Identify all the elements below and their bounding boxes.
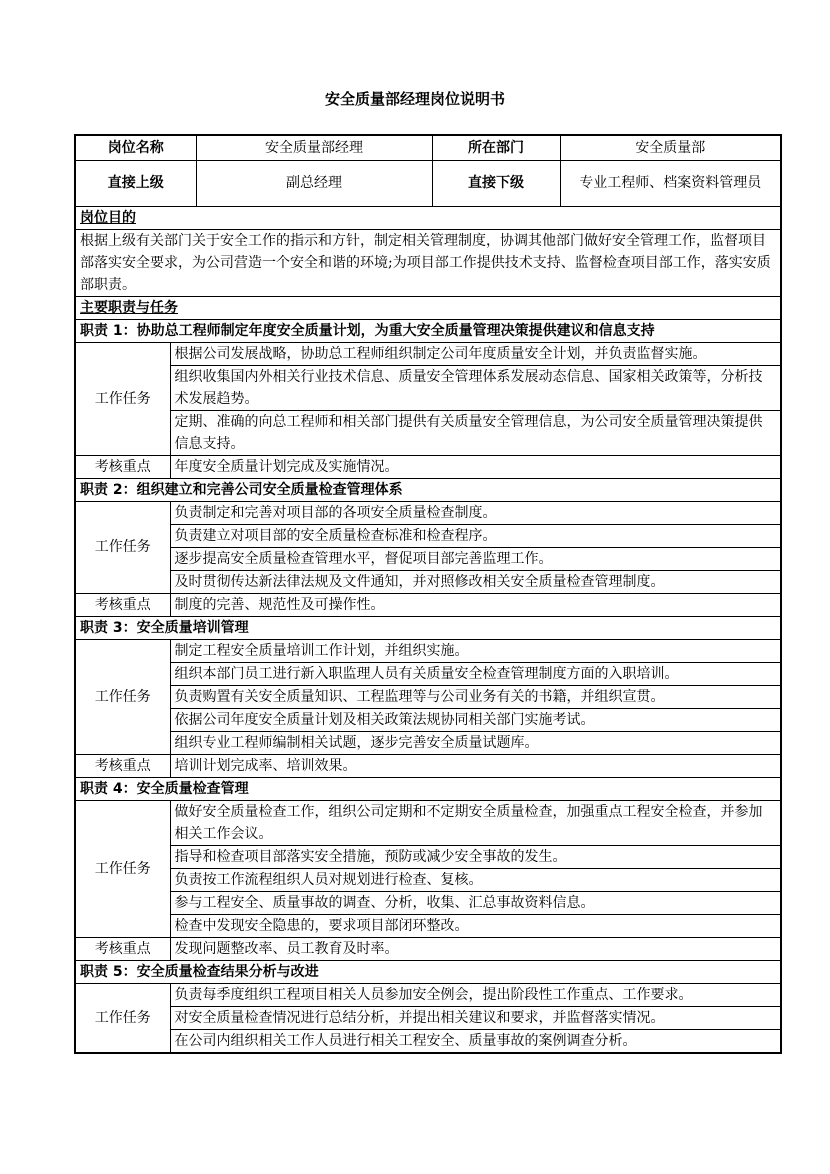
task-item: 根据公司发展战略，协助总工程师组织制定公司年度质量安全计划，并负责监督实施。 <box>170 342 781 365</box>
task-row <box>75 731 781 754</box>
focus-value: 年度安全质量计划完成及实施情况。 <box>170 455 781 478</box>
duty-title: 职责 4：安全质量检查管理 <box>75 777 781 800</box>
task-row <box>75 868 781 891</box>
subordinate-label: 直接下级 <box>432 160 560 206</box>
task-label: 工作任务 <box>75 501 170 593</box>
superior-value: 副总经理 <box>196 160 432 206</box>
task-row <box>75 685 781 708</box>
duty-title: 职责 3：安全质量培训管理 <box>75 616 781 639</box>
purpose-text-row <box>75 229 781 296</box>
task-item: 负责购置有关安全质量知识、工程监理等与公司业务有关的书籍，并组织宣贯。 <box>170 685 781 708</box>
focus-row <box>75 455 781 478</box>
task-item: 做好安全质量检查工作，组织公司定期和不定期安全质量检查，加强重点工程安全检查，并参加相关工作会议。 <box>170 800 781 845</box>
task-row <box>75 1006 781 1029</box>
duty-title: 职责 2：组织建立和完善公司安全质量检查管理体系 <box>75 478 781 501</box>
page-title: 安全质量部经理岗位说明书 <box>324 90 505 108</box>
task-row <box>75 891 781 914</box>
focus-value: 培训计划完成率、培训效果。 <box>170 754 781 777</box>
duty-title-row <box>75 960 781 983</box>
purpose-heading-row <box>75 206 781 229</box>
task-item: 组织专业工程师编制相关试题，逐步完善安全质量试题库。 <box>170 731 781 754</box>
task-row <box>75 410 781 455</box>
focus-row <box>75 754 781 777</box>
duty-title: 职责 5：安全质量检查结果分析与改进 <box>75 960 781 983</box>
task-item: 依据公司年度安全质量计划及相关政策法规协同相关部门实施考试。 <box>170 708 781 731</box>
task-row <box>75 570 781 593</box>
duty-title-row <box>75 777 781 800</box>
task-item: 负责按工作流程组织人员对规划进行检查、复核。 <box>170 868 781 891</box>
task-item: 在公司内组织相关工作人员进行相关工程安全、质量事故的案例调查分析。 <box>170 1029 781 1053</box>
task-item: 制定工程安全质量培训工作计划，并组织实施。 <box>170 639 781 662</box>
duty-title-row <box>75 616 781 639</box>
task-item: 逐步提高安全质量检查管理水平，督促项目部完善监理工作。 <box>170 547 781 570</box>
focus-value: 制度的完善、规范性及可操作性。 <box>170 593 781 616</box>
task-row <box>75 639 781 662</box>
focus-label: 考核重点 <box>75 593 170 616</box>
task-item: 定期、准确的向总工程师和相关部门提供有关质量安全管理信息，为公司安全质量管理决策提供信息支持。 <box>170 410 781 455</box>
task-item: 负责建立对项目部的安全质量检查标准和检查程序。 <box>170 524 781 547</box>
subordinate-value: 专业工程师、档案资料管理员 <box>560 160 781 206</box>
job-description-table <box>74 134 782 1054</box>
position-value: 安全质量部经理 <box>196 135 432 160</box>
focus-label: 考核重点 <box>75 455 170 478</box>
task-label: 工作任务 <box>75 800 170 937</box>
focus-label: 考核重点 <box>75 754 170 777</box>
task-row <box>75 983 781 1006</box>
duty-title-row <box>75 478 781 501</box>
task-row <box>75 365 781 410</box>
task-item: 组织收集国内外相关行业技术信息、质量安全管理体系发展动态信息、国家相关政策等，分析技术发展趋势。 <box>170 365 781 410</box>
focus-label: 考核重点 <box>75 937 170 960</box>
focus-value: 发现问题整改率、员工教育及时率。 <box>170 937 781 960</box>
superior-label: 直接上级 <box>75 160 196 206</box>
header-row-position <box>75 135 781 160</box>
task-item: 负责每季度组织工程项目相关人员参加安全例会，提出阶段性工作重点、工作要求。 <box>170 983 781 1006</box>
duties-heading-row <box>75 296 781 319</box>
duties-heading: 主要职责与任务 <box>75 296 781 319</box>
duty-title-row <box>75 319 781 342</box>
header-row-superior <box>75 160 781 206</box>
position-label: 岗位名称 <box>75 135 196 160</box>
task-row <box>75 501 781 524</box>
task-row <box>75 547 781 570</box>
task-row <box>75 800 781 845</box>
purpose-text: 根据上级有关部门关于安全工作的指示和方针，制定相关管理制度，协调其他部门做好安全管理工作，监督项目部落实安全要求，为公司营造一个安全和谐的环境;为项目部工作提供技术支持、监督检查项目部工作，落实安质部职责。 <box>75 229 781 296</box>
task-row <box>75 914 781 937</box>
task-row <box>75 1029 781 1053</box>
task-label: 工作任务 <box>75 639 170 754</box>
task-row <box>75 662 781 685</box>
task-row <box>75 845 781 868</box>
task-label: 工作任务 <box>75 983 170 1053</box>
task-item: 检查中发现安全隐患的，要求项目部闭环整改。 <box>170 914 781 937</box>
task-item: 组织本部门员工进行新入职监理人员有关质量安全检查管理制度方面的入职培训。 <box>170 662 781 685</box>
task-item: 及时贯彻传达新法律法规及文件通知，并对照修改相关安全质量检查管理制度。 <box>170 570 781 593</box>
task-row <box>75 342 781 365</box>
task-row <box>75 708 781 731</box>
dept-label: 所在部门 <box>432 135 560 160</box>
duty-title: 职责 1：协助总工程师制定年度安全质量计划，为重大安全质量管理决策提供建议和信息支持 <box>75 319 781 342</box>
dept-value: 安全质量部 <box>560 135 781 160</box>
task-item: 指导和检查项目部落实安全措施，预防或减少安全事故的发生。 <box>170 845 781 868</box>
focus-row <box>75 937 781 960</box>
focus-row <box>75 593 781 616</box>
task-item: 对安全质量检查情况进行总结分析，并提出相关建议和要求，并监督落实情况。 <box>170 1006 781 1029</box>
task-label: 工作任务 <box>75 342 170 455</box>
task-row <box>75 524 781 547</box>
task-item: 负责制定和完善对项目部的各项安全质量检查制度。 <box>170 501 781 524</box>
task-item: 参与工程安全、质量事故的调查、分析，收集、汇总事故资料信息。 <box>170 891 781 914</box>
purpose-heading: 岗位目的 <box>75 206 781 229</box>
